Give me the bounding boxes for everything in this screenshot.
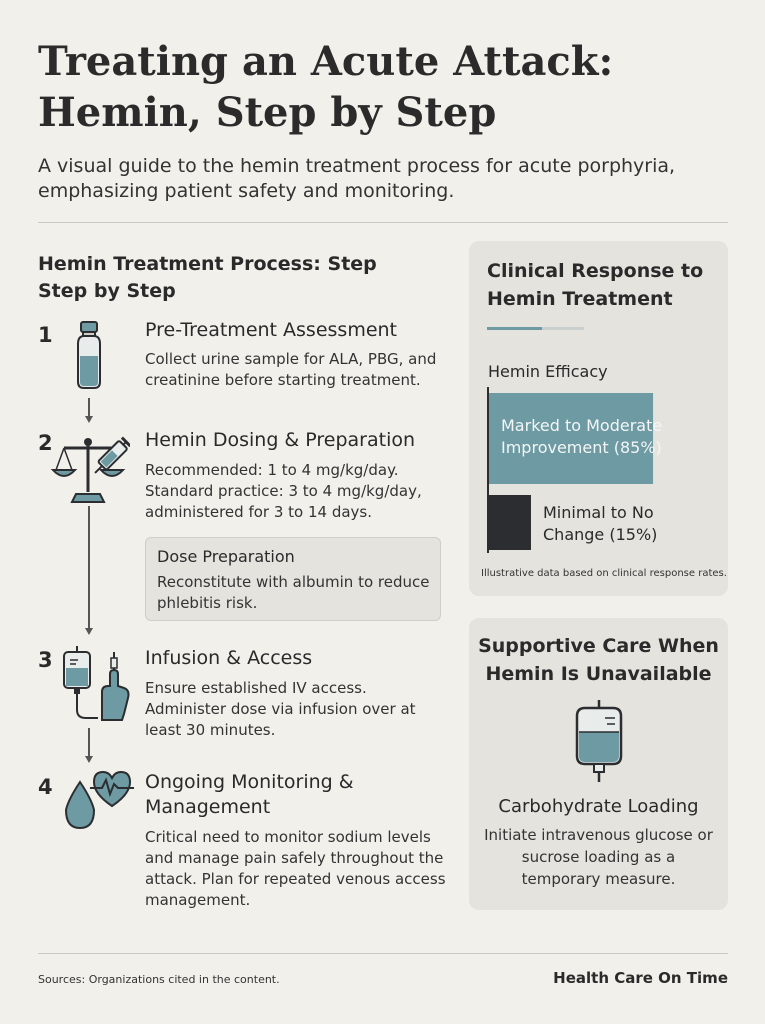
- support-title-line-2: Hemin Is Unavailable: [485, 663, 712, 685]
- sources-note: Sources: Organizations cited in the content.: [38, 973, 280, 986]
- step-4-title: [145, 770, 354, 820]
- step-4-line-1: Critical need to monitor sodium levels: [145, 828, 431, 846]
- arrow-down-icon: [85, 628, 93, 635]
- process-heading-line-2: Step by Step: [38, 280, 176, 302]
- supportive-care-subtitle: Carbohydrate Loading: [498, 796, 699, 817]
- arrow-down-icon: [85, 416, 93, 423]
- step-2-line-1: Recommended: 1 to 4 mg/kg/day.: [145, 461, 399, 479]
- title-line-2: Hemin, Step by Step: [38, 89, 497, 136]
- connector-3-4: [88, 728, 90, 758]
- step-3-number: 3: [38, 648, 53, 672]
- chart-footnote: Illustrative data based on clinical response rates.: [481, 568, 727, 579]
- title-line-1: Treating an Acute Attack:: [38, 38, 614, 85]
- iv-bag-icon: [569, 698, 629, 784]
- process-heading-line-1: Hemin Treatment Process: Step: [38, 253, 377, 275]
- bottom-divider: [38, 953, 728, 954]
- dose-preparation-title: Dose Preparation: [157, 547, 295, 566]
- supportive-care-panel: [469, 618, 728, 910]
- scale-syringe-icon: [50, 432, 130, 504]
- bar-label-improvement: Marked to Moderate Improvement (85%): [501, 416, 663, 457]
- process-heading: [38, 251, 418, 305]
- step-1-line-2: creatinine before starting treatment.: [145, 371, 421, 389]
- step-1-number: 1: [38, 323, 53, 347]
- chart-label: Hemin Efficacy: [488, 362, 608, 381]
- dose-preparation-text: [157, 572, 437, 614]
- title-underline-accent: [487, 327, 587, 331]
- step-4-title-line-1: Ongoing Monitoring &: [145, 771, 354, 793]
- step-4-number: 4: [38, 775, 53, 799]
- clinical-response-panel: [469, 241, 728, 596]
- arrow-down-icon: [85, 756, 93, 763]
- support-line-1: Initiate intravenous glucose or: [484, 826, 713, 844]
- step-4-line-2: and manage pain safely throughout the: [145, 849, 444, 867]
- page-subtitle: [38, 154, 738, 204]
- step-4-line-3: attack. Plan for repeated venous access: [145, 870, 446, 888]
- step-2-line-2: Standard practice: 3 to 4 mg/kg/day,: [145, 482, 422, 500]
- step-1-description: [145, 349, 445, 391]
- vial-icon: [72, 320, 106, 390]
- step-3-line-3: least 30 minutes.: [145, 721, 276, 739]
- clinical-title-line-1: Clinical Response to: [487, 260, 704, 282]
- step-3-line-1: Ensure established IV access.: [145, 679, 367, 697]
- support-line-2: sucrose loading as a: [521, 848, 676, 866]
- step-2-description: [145, 460, 445, 523]
- bar-label-no-change: Minimal to No Change (15%): [543, 503, 658, 544]
- supportive-care-description: [483, 824, 714, 890]
- step-3-title: Infusion & Access: [145, 647, 313, 669]
- step-4-line-4: management.: [145, 891, 251, 909]
- dose-preparation-line-1: Reconstitute with albumin to reduce: [157, 573, 430, 591]
- clinical-response-title: [487, 257, 717, 313]
- supportive-care-title: [469, 632, 728, 688]
- step-4-title-line-2: Management: [145, 796, 271, 818]
- brand-name: Health Care On Time: [553, 969, 728, 987]
- connector-2-3: [88, 506, 90, 630]
- bar-minimal-change: [489, 495, 531, 550]
- iv-bag-hand-icon: [58, 644, 134, 722]
- dose-preparation-line-2: phlebitis risk.: [157, 594, 258, 612]
- dose-preparation-note: [145, 537, 441, 621]
- top-divider: [38, 222, 728, 223]
- step-1-line-1: Collect urine sample for ALA, PBG, and: [145, 350, 437, 368]
- support-title-line-1: Supportive Care When: [478, 635, 719, 657]
- step-3-description: [145, 678, 445, 741]
- page-title: [38, 36, 738, 138]
- subtitle-line-2: emphasizing patient safety and monitoring.: [38, 180, 455, 202]
- connector-1-2: [88, 398, 90, 418]
- clinical-title-line-2: Hemin Treatment: [487, 288, 673, 310]
- drop-heart-icon: [60, 766, 136, 832]
- step-2-title: Hemin Dosing & Preparation: [145, 429, 416, 451]
- step-3-line-2: Administer dose via infusion over at: [145, 700, 416, 718]
- step-2-line-3: administered for 3 to 14 days.: [145, 503, 373, 521]
- subtitle-line-1: A visual guide to the hemin treatment process for acute porphyria,: [38, 155, 676, 177]
- step-2-number: 2: [38, 431, 53, 455]
- step-4-description: [145, 827, 450, 911]
- support-line-3: temporary measure.: [521, 870, 676, 888]
- step-1-title: Pre-Treatment Assessment: [145, 319, 398, 341]
